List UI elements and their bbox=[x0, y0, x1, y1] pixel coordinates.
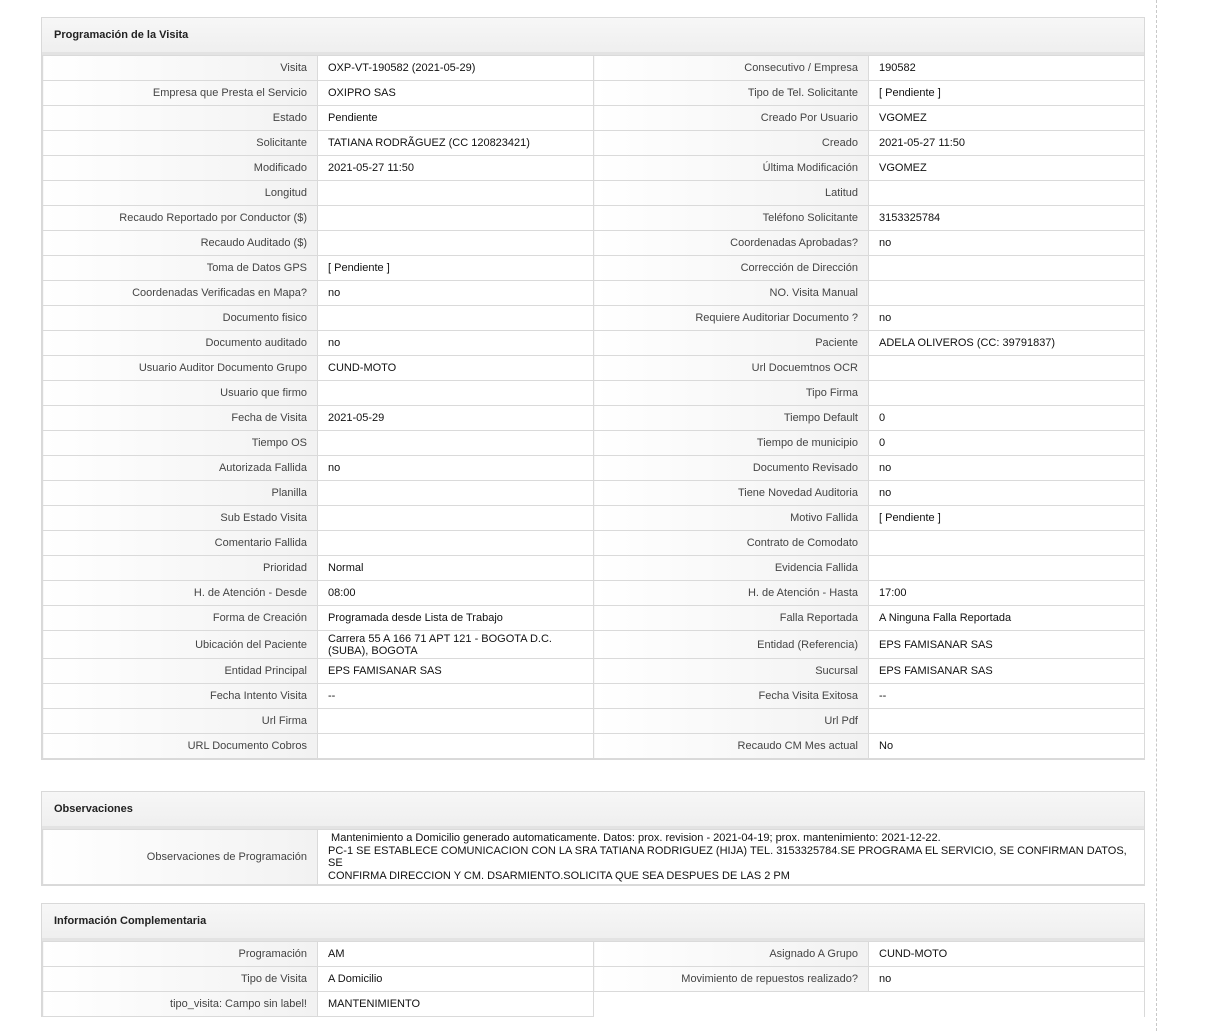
observaciones-value bbox=[318, 830, 1145, 885]
label-tiene-novedad-auditoria: Tiene Novedad Auditoria bbox=[594, 481, 869, 506]
value-tipo-de-visita: A Domicilio bbox=[318, 967, 594, 992]
label-h-de-atencion-hasta: H. de Atención - Hasta bbox=[594, 581, 869, 606]
label-recaudo-cm-mes-actual: Recaudo CM Mes actual bbox=[594, 734, 869, 759]
page-right-border bbox=[1156, 0, 1157, 1031]
value-creado-por-usuario: VGOMEZ bbox=[869, 106, 1145, 131]
label-documento-revisado: Documento Revisado bbox=[594, 456, 869, 481]
observaciones-table bbox=[42, 829, 1145, 885]
value-estado: Pendiente bbox=[318, 106, 594, 131]
value-documento-revisado: no bbox=[869, 456, 1145, 481]
label-url-docuemtnos-ocr: Url Docuemtnos OCR bbox=[594, 356, 869, 381]
label-asignado-a-grupo: Asignado A Grupo bbox=[594, 942, 869, 967]
label-tipo-de-visita: Tipo de Visita bbox=[43, 967, 318, 992]
value-empresa-que-presta-el-servicio: OXIPRO SAS bbox=[318, 81, 594, 106]
value-longitud bbox=[318, 181, 594, 206]
value-documento-fisico bbox=[318, 306, 594, 331]
label-url-documento-cobros: URL Documento Cobros bbox=[43, 734, 318, 759]
value-coordenadas-aprobadas: no bbox=[869, 231, 1145, 256]
value-entidad-referencia: EPS FAMISANAR SAS bbox=[869, 631, 1145, 659]
label-falla-reportada: Falla Reportada bbox=[594, 606, 869, 631]
label-usuario-auditor-documento-grupo: Usuario Auditor Documento Grupo bbox=[43, 356, 318, 381]
label-longitud: Longitud bbox=[43, 181, 318, 206]
label-toma-de-datos-gps: Toma de Datos GPS bbox=[43, 256, 318, 281]
value-tipo-firma bbox=[869, 381, 1145, 406]
label-movimiento-de-repuestos-realizado: Movimiento de repuestos realizado? bbox=[594, 967, 869, 992]
label-recaudo-reportado-por-conductor: Recaudo Reportado por Conductor ($) bbox=[43, 206, 318, 231]
label-fecha-visita-exitosa: Fecha Visita Exitosa bbox=[594, 684, 869, 709]
observaciones-line: CONFIRMA DIRECCION Y CM. DSARMIENTO.SOLICITA QUE SEA DESPUES DE LAS 2 PM bbox=[328, 869, 790, 882]
empty-cell bbox=[869, 992, 1145, 1017]
label-url-pdf: Url Pdf bbox=[594, 709, 869, 734]
value-motivo-fallida: [ Pendiente ] bbox=[869, 506, 1145, 531]
value-autorizada-fallida: no bbox=[318, 456, 594, 481]
table-row bbox=[43, 156, 1145, 181]
value-forma-de-creacion: Programada desde Lista de Trabajo bbox=[318, 606, 594, 631]
complementaria-panel bbox=[41, 903, 1145, 1017]
value-url-documento-cobros bbox=[318, 734, 594, 759]
label-usuario-que-firmo: Usuario que firmo bbox=[43, 381, 318, 406]
value-tiempo-de-municipio: 0 bbox=[869, 431, 1145, 456]
value-tiene-novedad-auditoria: no bbox=[869, 481, 1145, 506]
label-coordenadas-aprobadas: Coordenadas Aprobadas? bbox=[594, 231, 869, 256]
label-planilla: Planilla bbox=[43, 481, 318, 506]
label-documento-fisico: Documento fisico bbox=[43, 306, 318, 331]
label-visita: Visita bbox=[43, 56, 318, 81]
table-row bbox=[43, 531, 1145, 556]
observaciones-panel bbox=[41, 791, 1145, 886]
label-telefono-solicitante: Teléfono Solicitante bbox=[594, 206, 869, 231]
label-correccion-de-direccion: Corrección de Dirección bbox=[594, 256, 869, 281]
value-visita: OXP-VT-190582 (2021-05-29) bbox=[318, 56, 594, 81]
value-evidencia-fallida bbox=[869, 556, 1145, 581]
table-row bbox=[43, 659, 1145, 684]
label-entidad-principal: Entidad Principal bbox=[43, 659, 318, 684]
label-documento-auditado: Documento auditado bbox=[43, 331, 318, 356]
programacion-table bbox=[42, 55, 1145, 759]
table-row bbox=[43, 481, 1145, 506]
label-entidad-referencia: Entidad (Referencia) bbox=[594, 631, 869, 659]
value-url-docuemtnos-ocr bbox=[869, 356, 1145, 381]
label-sucursal: Sucursal bbox=[594, 659, 869, 684]
value-correccion-de-direccion bbox=[869, 256, 1145, 281]
label-creado-por-usuario: Creado Por Usuario bbox=[594, 106, 869, 131]
label-url-firma: Url Firma bbox=[43, 709, 318, 734]
table-row bbox=[43, 684, 1145, 709]
value-paciente: ADELA OLIVEROS (CC: 39791837) bbox=[869, 331, 1145, 356]
table-row bbox=[43, 606, 1145, 631]
value-sucursal: EPS FAMISANAR SAS bbox=[869, 659, 1145, 684]
table-row bbox=[43, 206, 1145, 231]
value-consecutivo-empresa: 190582 bbox=[869, 56, 1145, 81]
label-motivo-fallida: Motivo Fallida bbox=[594, 506, 869, 531]
label-tiempo-os: Tiempo OS bbox=[43, 431, 318, 456]
value-solicitante: TATIANA RODRÃGUEZ (CC 120823421) bbox=[318, 131, 594, 156]
label-forma-de-creacion: Forma de Creación bbox=[43, 606, 318, 631]
value-requiere-auditoriar-documento: no bbox=[869, 306, 1145, 331]
table-row bbox=[43, 256, 1145, 281]
value-recaudo-auditado bbox=[318, 231, 594, 256]
value-tiempo-default: 0 bbox=[869, 406, 1145, 431]
label-paciente: Paciente bbox=[594, 331, 869, 356]
label-fecha-intento-visita: Fecha Intento Visita bbox=[43, 684, 318, 709]
value-h-de-atencion-desde: 08:00 bbox=[318, 581, 594, 606]
value-tipo-de-tel-solicitante: [ Pendiente ] bbox=[869, 81, 1145, 106]
observaciones-row bbox=[43, 830, 1145, 885]
label-h-de-atencion-desde: H. de Atención - Desde bbox=[43, 581, 318, 606]
value-coordenadas-verificadas-en-mapa: no bbox=[318, 281, 594, 306]
table-row bbox=[43, 306, 1145, 331]
programacion-panel bbox=[41, 17, 1145, 760]
label-contrato-de-comodato: Contrato de Comodato bbox=[594, 531, 869, 556]
value-prioridad: Normal bbox=[318, 556, 594, 581]
table-row bbox=[43, 381, 1145, 406]
observaciones-line: PC-1 SE ESTABLECE COMUNICACION CON LA SRA TATIANA RODRIGUEZ (HIJA) TEL. 3153325784.SE PROGRAMA EL SERVICIO, SE CONFIRMAN DATOS, SE bbox=[328, 844, 1127, 869]
value-fecha-de-visita: 2021-05-29 bbox=[318, 406, 594, 431]
table-row bbox=[43, 181, 1145, 206]
label-autorizada-fallida: Autorizada Fallida bbox=[43, 456, 318, 481]
label-programacion: Programación bbox=[43, 942, 318, 967]
label-empresa-que-presta-el-servicio: Empresa que Presta el Servicio bbox=[43, 81, 318, 106]
table-row bbox=[43, 456, 1145, 481]
label-tipo-de-tel-solicitante: Tipo de Tel. Solicitante bbox=[594, 81, 869, 106]
value-usuario-auditor-documento-grupo: CUND-MOTO bbox=[318, 356, 594, 381]
label-ultima-modificacion: Última Modificación bbox=[594, 156, 869, 181]
table-row bbox=[43, 56, 1145, 81]
value-modificado: 2021-05-27 11:50 bbox=[318, 156, 594, 181]
label-fecha-de-visita: Fecha de Visita bbox=[43, 406, 318, 431]
value-ultima-modificacion: VGOMEZ bbox=[869, 156, 1145, 181]
value-programacion: AM bbox=[318, 942, 594, 967]
value-no-visita-manual bbox=[869, 281, 1145, 306]
value-planilla bbox=[318, 481, 594, 506]
table-row bbox=[43, 709, 1145, 734]
label-latitud: Latitud bbox=[594, 181, 869, 206]
label-solicitante: Solicitante bbox=[43, 131, 318, 156]
label-tiempo-default: Tiempo Default bbox=[594, 406, 869, 431]
observaciones-line: Mantenimiento a Domicilio generado automaticamente. Datos: prox. revision - 2021-04-19; prox. mantenimiento: 2021-12-22. bbox=[328, 832, 941, 844]
table-row bbox=[43, 331, 1145, 356]
table-row bbox=[43, 992, 1145, 1017]
label-consecutivo-empresa: Consecutivo / Empresa bbox=[594, 56, 869, 81]
label-evidencia-fallida: Evidencia Fallida bbox=[594, 556, 869, 581]
table-row bbox=[43, 281, 1145, 306]
value-fecha-intento-visita: -- bbox=[318, 684, 594, 709]
table-row bbox=[43, 734, 1145, 759]
value-asignado-a-grupo: CUND-MOTO bbox=[869, 942, 1145, 967]
programacion-header: Programación de la Visita bbox=[42, 18, 1144, 55]
value-toma-de-datos-gps: [ Pendiente ] bbox=[318, 256, 594, 281]
label-estado: Estado bbox=[43, 106, 318, 131]
table-row bbox=[43, 631, 1145, 659]
table-row bbox=[43, 131, 1145, 156]
value-latitud bbox=[869, 181, 1145, 206]
complementaria-table bbox=[42, 941, 1145, 1017]
table-row bbox=[43, 356, 1145, 381]
value-recaudo-cm-mes-actual: No bbox=[869, 734, 1145, 759]
value-ubicacion-del-paciente: Carrera 55 A 166 71 APT 121 - BOGOTA D.C. (SUBA), BOGOTA bbox=[318, 631, 594, 659]
observaciones-header: Observaciones bbox=[42, 792, 1144, 829]
table-row bbox=[43, 556, 1145, 581]
value-contrato-de-comodato bbox=[869, 531, 1145, 556]
label-tiempo-de-municipio: Tiempo de municipio bbox=[594, 431, 869, 456]
table-row bbox=[43, 581, 1145, 606]
label-requiere-auditoriar-documento: Requiere Auditoriar Documento ? bbox=[594, 306, 869, 331]
value-recaudo-reportado-por-conductor bbox=[318, 206, 594, 231]
value-h-de-atencion-hasta: 17:00 bbox=[869, 581, 1145, 606]
value-documento-auditado: no bbox=[318, 331, 594, 356]
value-entidad-principal: EPS FAMISANAR SAS bbox=[318, 659, 594, 684]
value-fecha-visita-exitosa: -- bbox=[869, 684, 1145, 709]
label-no-visita-manual: NO. Visita Manual bbox=[594, 281, 869, 306]
table-row bbox=[43, 106, 1145, 131]
value-url-firma bbox=[318, 709, 594, 734]
table-row bbox=[43, 967, 1145, 992]
table-row bbox=[43, 231, 1145, 256]
label-ubicacion-del-paciente: Ubicación del Paciente bbox=[43, 631, 318, 659]
value-falla-reportada: A Ninguna Falla Reportada bbox=[869, 606, 1145, 631]
value-movimiento-de-repuestos-realizado: no bbox=[869, 967, 1145, 992]
label-prioridad: Prioridad bbox=[43, 556, 318, 581]
value-usuario-que-firmo bbox=[318, 381, 594, 406]
value-comentario-fallida bbox=[318, 531, 594, 556]
label-comentario-fallida: Comentario Fallida bbox=[43, 531, 318, 556]
label-creado: Creado bbox=[594, 131, 869, 156]
label-tipo-visita-campo-sin-label: tipo_visita: Campo sin label! bbox=[43, 992, 318, 1017]
label-modificado: Modificado bbox=[43, 156, 318, 181]
label-tipo-firma: Tipo Firma bbox=[594, 381, 869, 406]
complementaria-header: Información Complementaria bbox=[42, 904, 1144, 941]
value-tipo-visita-campo-sin-label: MANTENIMIENTO bbox=[318, 992, 594, 1017]
table-row bbox=[43, 431, 1145, 456]
value-tiempo-os bbox=[318, 431, 594, 456]
table-row bbox=[43, 406, 1145, 431]
observaciones-label: Observaciones de Programación bbox=[43, 830, 318, 885]
value-sub-estado-visita bbox=[318, 506, 594, 531]
table-row bbox=[43, 942, 1145, 967]
label-coordenadas-verificadas-en-mapa: Coordenadas Verificadas en Mapa? bbox=[43, 281, 318, 306]
label-sub-estado-visita: Sub Estado Visita bbox=[43, 506, 318, 531]
value-url-pdf bbox=[869, 709, 1145, 734]
label-recaudo-auditado: Recaudo Auditado ($) bbox=[43, 231, 318, 256]
table-row bbox=[43, 506, 1145, 531]
value-telefono-solicitante: 3153325784 bbox=[869, 206, 1145, 231]
empty-cell bbox=[594, 992, 869, 1017]
value-creado: 2021-05-27 11:50 bbox=[869, 131, 1145, 156]
table-row bbox=[43, 81, 1145, 106]
